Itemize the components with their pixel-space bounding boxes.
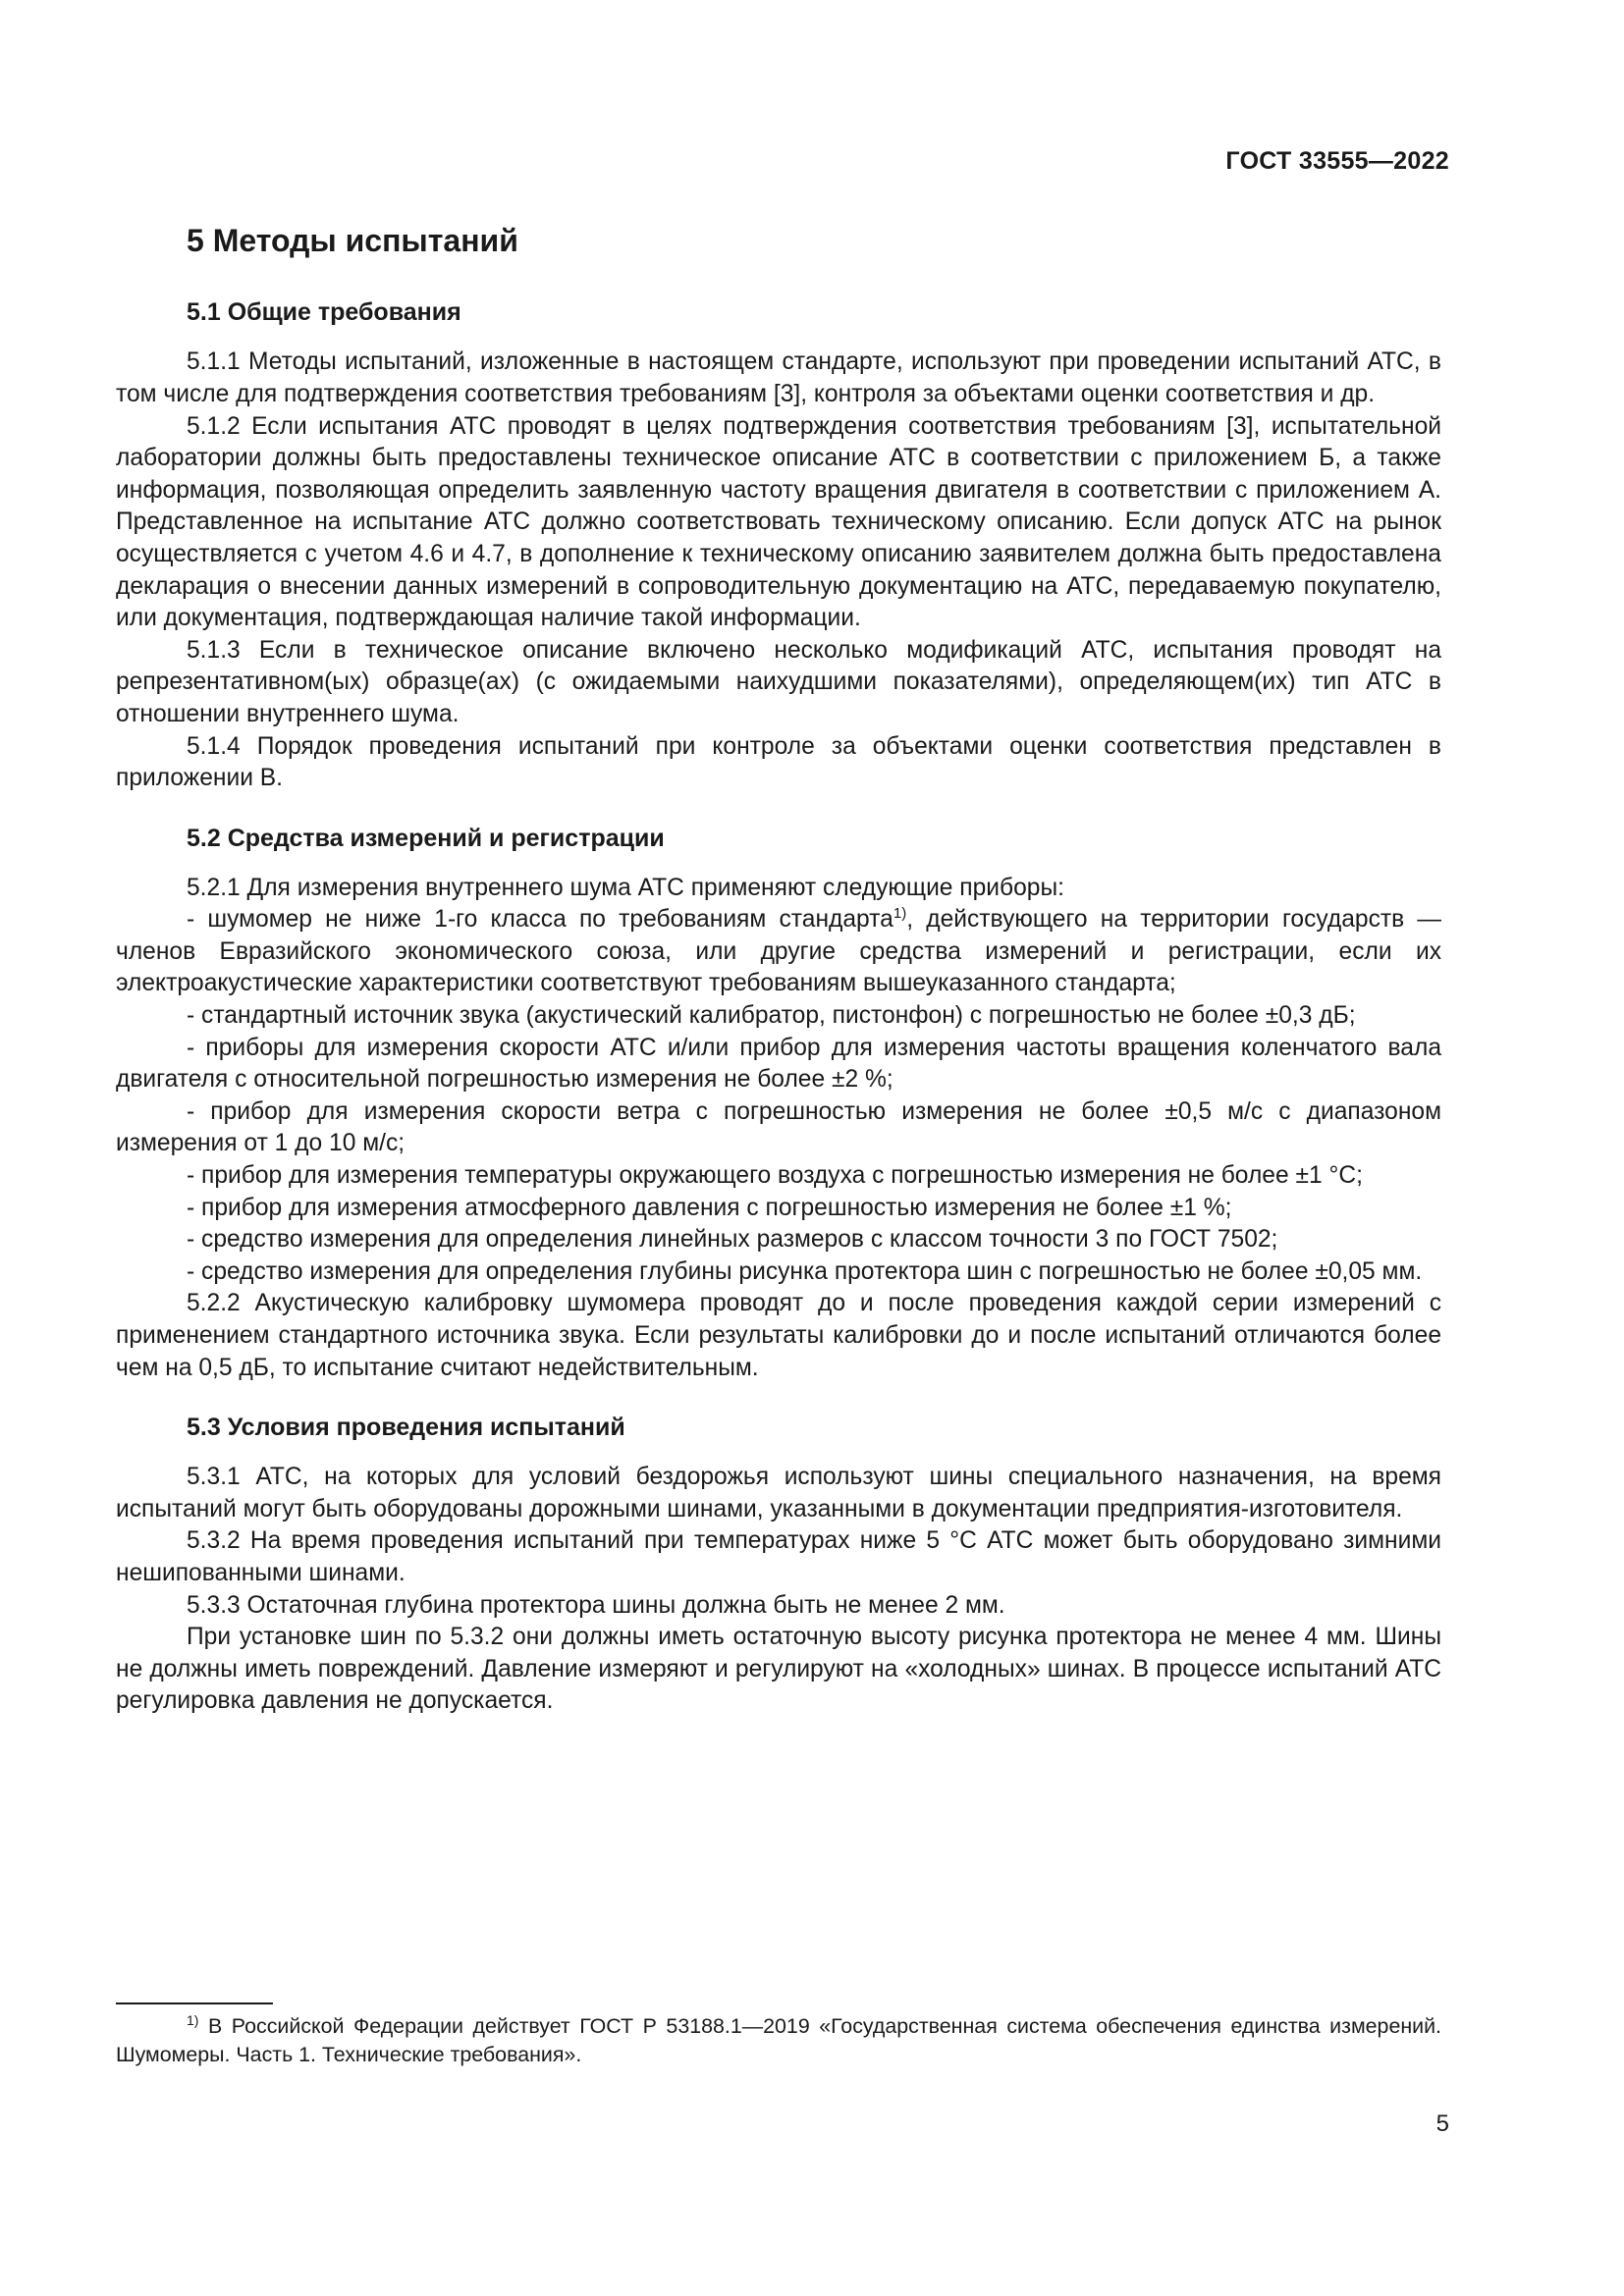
list-item: - прибор для измерения скорости ветра с погрешностью измерения не более ±0,5 м/с с диапазоном измерения от 1 до 10 м/с;: [116, 1097, 1441, 1157]
paragraph-5-1-1: 5.1.1 Методы испытаний, изложенные в настоящем стандарте, используют при проведении испытаний АТС, в том числе для подтверждения соответствия требованиям [3], контроля за объектами оценки соответствия и др.: [116, 348, 1441, 407]
section-gap: [116, 795, 1441, 823]
footnote: [116, 2012, 1441, 2069]
subsection-title-5-1: 5.1 Общие требования: [187, 298, 461, 327]
page-number: 5: [1435, 2110, 1449, 2137]
section-title: 5 Методы испытаний: [187, 223, 518, 258]
list-item: - средство измерения для определения линейных размеров с классом точности 3 по ГОСТ 7502;: [187, 1226, 1278, 1254]
paragraph-5-2-1: 5.2.1 Для измерения внутреннего шума АТС применяют следующие приборы:: [187, 874, 1064, 901]
footnote-text: В Российской Федерации действует ГОСТ Р 53188.1—2019 «Государственная система обеспечения единства измерений. Шумомеры. Часть 1. Технические требования».: [116, 2014, 1441, 2066]
list-item-text: , действующего на территории государств — членов Евразийского экономического союза, или другие средства измерений и регистрации, если их электроакустические характеристики соответствуют требованиям вышеуказанного стандарта;: [116, 906, 1441, 997]
page-body: [116, 222, 1441, 1718]
list-item: - прибор для измерения температуры окружающего воздуха с погрешностью измерения не более ±1 °С;: [187, 1162, 1363, 1190]
footnote-divider: [116, 2002, 273, 2004]
list-item-text: - шумомер не ниже 1-го класса по требованиям стандарта: [187, 906, 893, 934]
paragraph-tire-installation: При установке шин по 5.3.2 они должны иметь остаточную высоту рисунка протектора не менее 4 мм. Шины не должны иметь повреждений. Давление измеряют и регулируют на «холодных» шинах. В процессе испытаний АТС регулировка давления не допускается.: [116, 1624, 1441, 1715]
document-code-header: ГОСТ 33555—2022: [1225, 147, 1449, 175]
paragraph-5-3-3: 5.3.3 Остаточная глубина протектора шины должна быть не менее 2 мм.: [187, 1591, 1005, 1619]
subsection-title-5-2: 5.2 Средства измерений и регистрации: [187, 824, 665, 852]
list-item: - средство измерения для определения глубины рисунка протектора шин с погрешностью не более ±0,05 мм.: [187, 1257, 1423, 1285]
section-gap: [116, 1384, 1441, 1412]
paragraph-5-3-1: 5.3.1 АТС, на которых для условий бездорожья используют шины специального назначения, на время испытаний могут быть оборудованы дорожными шинами, указанными в документации предприятия-изготовителя.: [116, 1464, 1441, 1522]
list-item: - приборы для измерения скорости АТС и/или прибор для измерения частоты вращения коленчатого вала двигателя с относительной погрешностью измерения не более ±2 %;: [116, 1034, 1441, 1094]
subsection-title-5-3: 5.3 Условия проведения испытаний: [187, 1414, 625, 1442]
list-item: - прибор для измерения атмосферного давления с погрешностью измерения не более ±1 %;: [187, 1194, 1232, 1221]
footnote-reference: 1): [893, 905, 907, 923]
list-item: - стандартный источник звука (акустический калибратор, пистонфон) с погрешностью не более ±0,3 дБ;: [187, 1002, 1356, 1030]
list-item-sound-level-meter: [116, 904, 1441, 1000]
footnote-mark: 1): [187, 2011, 199, 2028]
paragraph-5-1-4: 5.1.4 Порядок проведения испытаний при контроле за объектами оценки соответствия представлен в приложении В.: [116, 732, 1441, 792]
paragraph-5-2-2: 5.2.2 Акустическую калибровку шумомера проводят до и после проведения каждой серии измерений с применением стандартного источника звука. Если результаты калибровки до и после испытаний отличаются более чем на 0,5 дБ, то испытание считают недействительным.: [116, 1290, 1441, 1381]
paragraph-5-3-2: 5.3.2 На время проведения испытаний при температурах ниже 5 °С АТС может быть оборудовано зимними нешипованными шинами.: [116, 1527, 1441, 1586]
paragraph-5-1-2: 5.1.2 Если испытания АТС проводят в целях подтверждения соответствия требованиям [3], испытательной лаборатории должны быть предоставлены техническое описание АТС в соответствии с приложением Б, а также информация, позволяющая определить заявленную частоту вращения двигателя в соответствии с приложением А. Представленное на испытание АТС должно соответствовать техническому описанию. Если допуск АТС на рынок осуществляется с учетом 4.6 и 4.7, в дополнение к техническому описанию заявителем должна быть предоставлена декларация о внесении данных измерений в сопроводительную документацию на АТС, передаваемую покупателю, или документация, подтверждающая наличие такой информации.: [116, 412, 1441, 632]
paragraph-5-1-3: 5.1.3 Если в техническое описание включено несколько модификаций АТС, испытания проводят на репрезентативном(ых) образце(ах) (с ожидаемыми наихудшими показателями), определяющем(их) тип АТС в отношении внутреннего шума.: [116, 636, 1441, 727]
